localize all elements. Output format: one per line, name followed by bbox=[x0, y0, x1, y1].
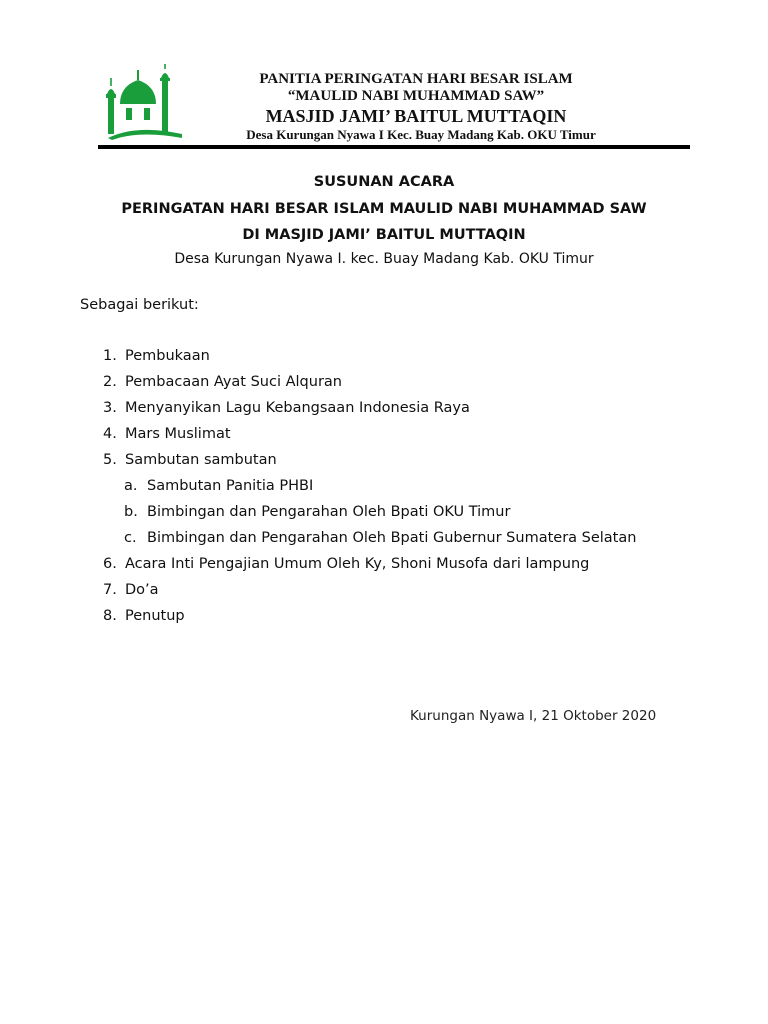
letterhead-committee: PANITIA PERINGATAN HARI BESAR ISLAM bbox=[259, 71, 573, 87]
item-number: 4. bbox=[103, 426, 117, 442]
item-text: Pembukaan bbox=[125, 348, 210, 364]
item-text: Acara Inti Pengajian Umum Oleh Ky, Shoni Musofa dari lampung bbox=[125, 556, 590, 572]
document-address: Desa Kurungan Nyawa I. kec. Buay Madang Kab. OKU Timur bbox=[174, 251, 594, 267]
item-text: Menyanyikan Lagu Kebangsaan Indonesia Raya bbox=[125, 400, 470, 416]
item-number: 8. bbox=[103, 608, 117, 624]
letterhead-divider bbox=[98, 145, 690, 149]
document-title: SUSUNAN ACARA bbox=[313, 174, 455, 190]
subitem-letter: b. bbox=[124, 504, 138, 520]
item-text: Do’a bbox=[125, 582, 159, 598]
item-number: 1. bbox=[103, 348, 117, 364]
subitem-letter: a. bbox=[124, 478, 138, 494]
item-number: 3. bbox=[103, 400, 117, 416]
letterhead bbox=[196, 70, 636, 143]
mosque-logo bbox=[106, 64, 184, 142]
document-subtitle: PERINGATAN HARI BESAR ISLAM MAULID NABI MUHAMMAD SAW bbox=[121, 201, 647, 217]
item-text: Sambutan sambutan bbox=[125, 452, 277, 468]
item-number: 6. bbox=[103, 556, 117, 572]
subitem-letter: c. bbox=[124, 530, 137, 546]
item-number: 7. bbox=[103, 582, 117, 598]
item-number: 5. bbox=[103, 452, 117, 468]
subitem-text: Sambutan Panitia PHBI bbox=[147, 478, 314, 494]
place-and-date: Kurungan Nyawa I, 21 Oktober 2020 bbox=[410, 708, 657, 724]
letterhead-event: “MAULID NABI MUHAMMAD SAW” bbox=[287, 88, 545, 104]
mosque-icon bbox=[106, 64, 184, 142]
item-text: Penutup bbox=[125, 608, 185, 624]
subitem-text: Bimbingan dan Pengarahan Oleh Bpati OKU Timur bbox=[147, 504, 511, 520]
intro-text: Sebagai berikut: bbox=[80, 297, 199, 313]
letterhead-mosque-name: MASJID JAMI’ BAITUL MUTTAQIN bbox=[265, 106, 567, 126]
document-venue: DI MASJID JAMI’ BAITUL MUTTAQIN bbox=[242, 227, 526, 243]
item-number: 2. bbox=[103, 374, 117, 390]
item-text: Mars Muslimat bbox=[125, 426, 231, 442]
item-text: Pembacaan Ayat Suci Alquran bbox=[125, 374, 342, 390]
letterhead-address: Desa Kurungan Nyawa I Kec. Buay Madang Kab. OKU Timur bbox=[246, 127, 596, 142]
subitem-text: Bimbingan dan Pengarahan Oleh Bpati Gubernur Sumatera Selatan bbox=[147, 530, 637, 546]
